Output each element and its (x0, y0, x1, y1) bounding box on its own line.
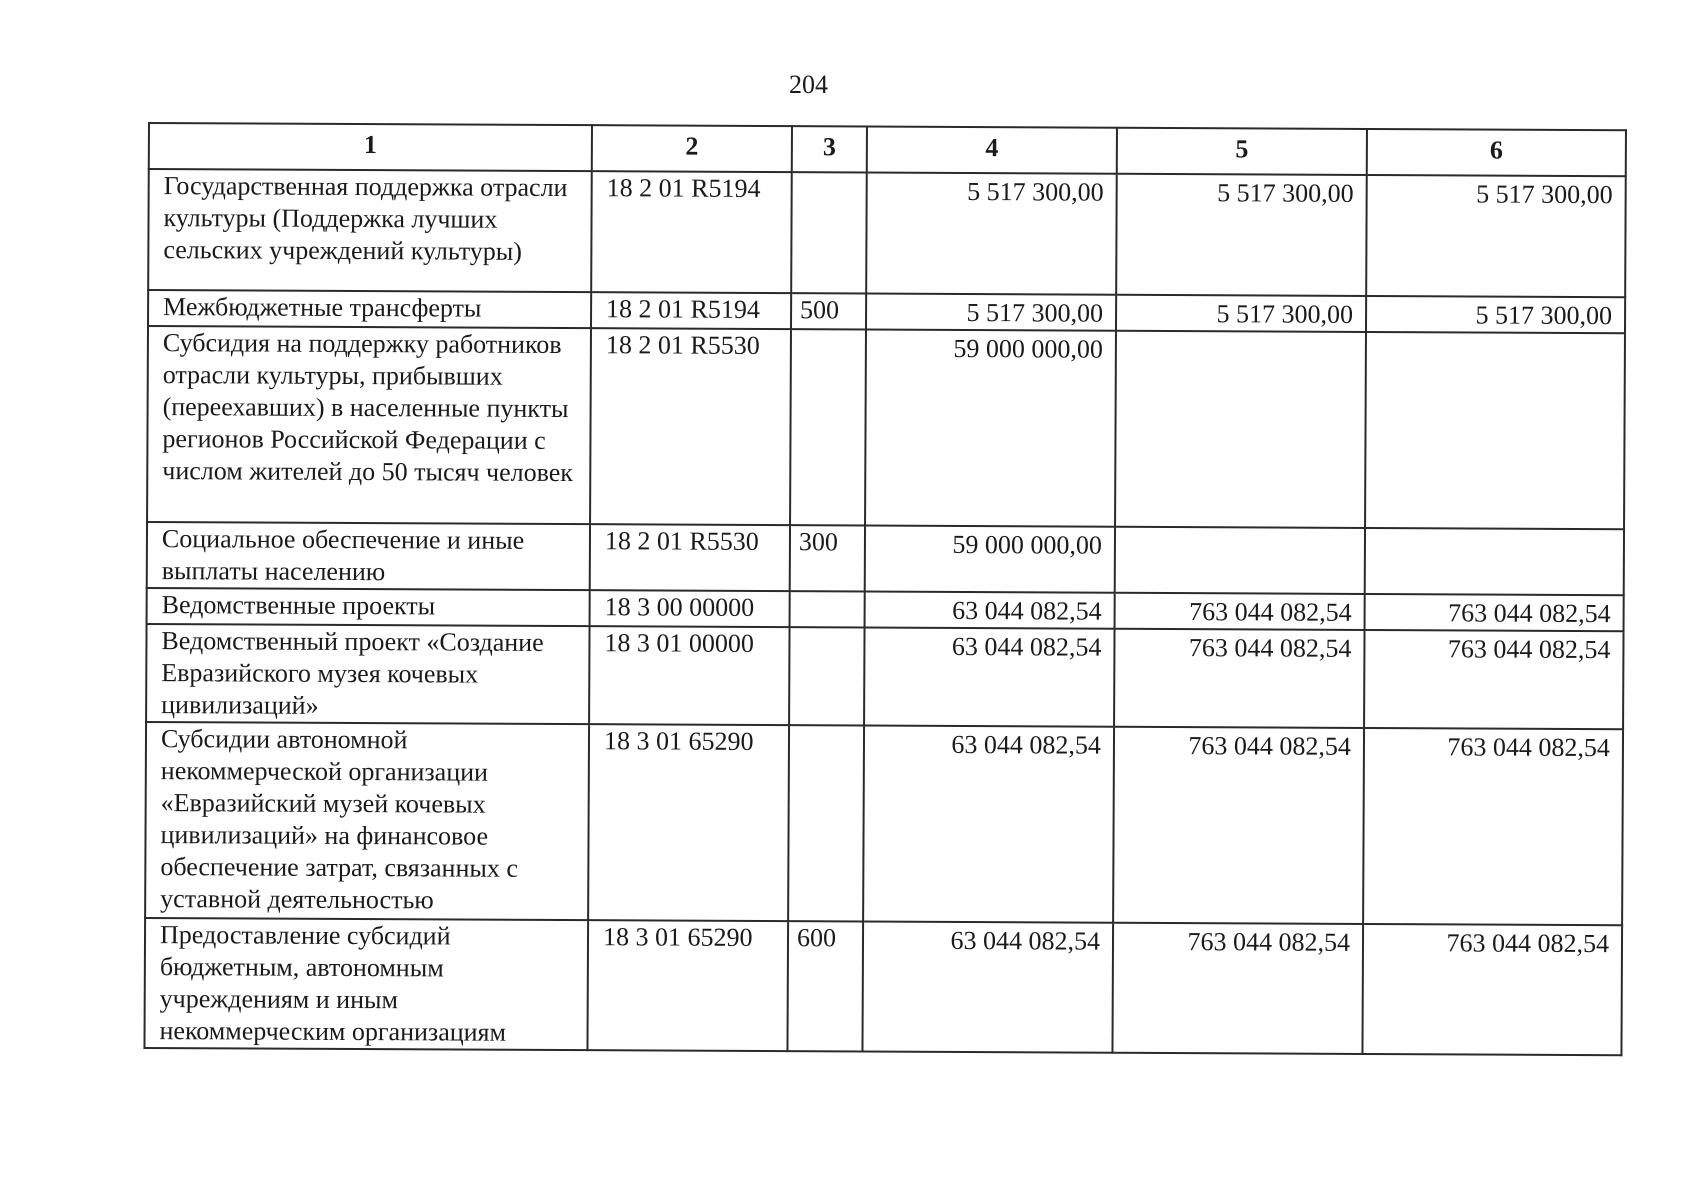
column-header: 3 (792, 126, 867, 172)
row-value-4: 5 517 300,00 (866, 294, 1116, 331)
row-kind: 600 (787, 921, 863, 1051)
row-name: Межбюджетные трансферты (148, 290, 591, 328)
row-value-6: 5 517 300,00 (1366, 296, 1625, 333)
row-value-6 (1365, 332, 1625, 529)
row-code: 18 2 01 R5530 (590, 524, 790, 591)
row-name: Предоставление субсидий бюджетным, автономным учреждениям и иным некоммерческим организациям (144, 918, 588, 1050)
row-kind: 500 (791, 293, 866, 329)
row-kind (790, 329, 866, 525)
row-value-4: 63 044 082,54 (865, 592, 1115, 629)
row-kind: 300 (790, 525, 865, 591)
page-number: 204 (789, 70, 828, 99)
row-value-4: 59 000 000,00 (865, 526, 1115, 593)
row-value-5: 763 044 082,54 (1115, 593, 1365, 630)
row-kind (791, 172, 867, 293)
column-header: 4 (867, 127, 1117, 174)
table-row (147, 522, 1624, 595)
row-value-4: 63 044 082,54 (864, 628, 1114, 727)
row-value-6: 763 044 082,54 (1362, 924, 1622, 1055)
row-code: 18 3 01 65290 (588, 724, 789, 921)
row-value-6: 5 517 300,00 (1366, 175, 1626, 297)
row-code: 18 2 01 R5194 (591, 292, 791, 329)
column-header: 1 (149, 123, 592, 171)
row-value-6 (1365, 528, 1624, 595)
row-code: 18 3 01 65290 (587, 920, 788, 1051)
budget-table-container (143, 122, 1627, 1056)
row-name: Субсидии автономной некоммерческой организации «Евразийский музей кочевых цивилизаций» на финансовое обеспечение затрат, связанных с уставной деятельностью (145, 722, 589, 920)
row-value-5: 763 044 082,54 (1114, 629, 1364, 728)
header-row (149, 123, 1626, 176)
table-row (147, 326, 1625, 529)
row-code: 18 2 01 R5194 (591, 171, 792, 293)
row-value-6: 763 044 082,54 (1364, 630, 1623, 729)
row-kind (790, 591, 865, 627)
column-header: 6 (1367, 129, 1626, 176)
column-header: 5 (1117, 128, 1367, 175)
row-value-4: 59 000 000,00 (865, 330, 1116, 527)
row-name: Субсидия на поддержку работников отрасли культуры, прибывших (переехавших) в населенные пункты регионов Российской Федерации с числом жителей до 50 тысяч человек (147, 326, 591, 524)
row-value-5 (1115, 527, 1365, 594)
budget-table (143, 122, 1627, 1056)
column-header: 2 (592, 125, 792, 172)
table-row (145, 722, 1623, 925)
row-code: 18 3 00 00000 (590, 590, 790, 627)
row-code: 18 2 01 R5530 (590, 328, 791, 525)
row-value-6: 763 044 082,54 (1363, 728, 1623, 925)
row-kind (788, 725, 864, 921)
row-value-5: 5 517 300,00 (1116, 174, 1367, 296)
row-value-4: 63 044 082,54 (862, 922, 1113, 1053)
row-code: 18 3 01 00000 (589, 626, 789, 725)
row-value-5: 763 044 082,54 (1112, 923, 1363, 1054)
row-name: Социальное обеспечение и иные выплаты населению (147, 522, 590, 590)
row-value-5: 763 044 082,54 (1113, 727, 1364, 924)
row-value-5: 5 517 300,00 (1116, 295, 1366, 332)
table-row (148, 169, 1626, 297)
row-value-4: 63 044 082,54 (863, 726, 1114, 923)
row-name: Ведомственные проекты (147, 588, 590, 626)
row-value-6: 763 044 082,54 (1365, 594, 1624, 631)
table-row (146, 624, 1623, 729)
table-row (144, 918, 1622, 1055)
row-kind (789, 627, 864, 725)
row-name: Ведомственный проект «Создание Евразийского музея кочевых цивилизаций» (146, 624, 589, 724)
row-value-5 (1115, 331, 1366, 528)
row-value-4: 5 517 300,00 (866, 173, 1117, 295)
row-name: Государственная поддержка отрасли культуры (Поддержка лучших сельских учреждений культуры) (148, 169, 592, 292)
